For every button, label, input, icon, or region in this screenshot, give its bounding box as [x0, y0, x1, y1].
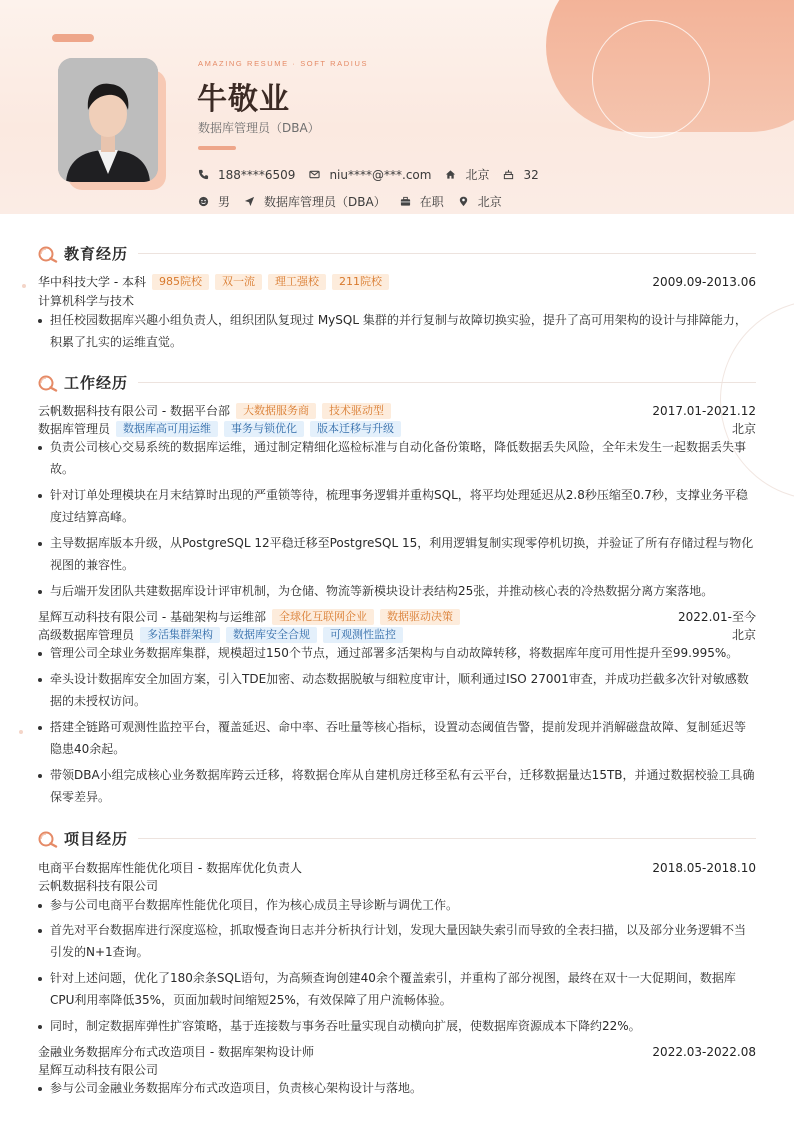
list-item: 首先对平台数据库进行深度巡检，抓取慢查询日志并分析执行计划，发现大量因缺失索引而导致的全表扫描，以及部分业务逻辑不当引发的N+1查询。: [38, 920, 756, 963]
target-city-text: 北京: [477, 195, 502, 209]
section-title: 教育经历: [64, 245, 129, 263]
project-company: 云帆数据科技有限公司: [38, 879, 159, 893]
age-text: 32: [523, 167, 539, 182]
list-item: 参与公司电商平台数据库性能优化项目，作为核心成员主导诊断与调优工作。: [38, 895, 756, 917]
phone-icon: [198, 169, 209, 180]
section-title: 工作经历: [64, 374, 129, 392]
accent-bar: [52, 34, 94, 42]
section-title: 项目经历: [64, 830, 129, 848]
search-icon: [38, 830, 58, 848]
project-company: 星辉互动科技有限公司: [38, 1063, 159, 1077]
contact-row: [198, 166, 553, 183]
section-divider: [138, 838, 756, 839]
gender-text: 男: [218, 195, 231, 209]
company-tag: 数据驱动决策: [380, 609, 460, 625]
school-tag: 211院校: [332, 274, 389, 290]
section-divider: [138, 382, 756, 383]
project-company-row: [38, 877, 756, 894]
location-pin-icon: [458, 196, 469, 207]
briefcase-icon: [400, 196, 411, 207]
list-item: 同时，制定数据库弹性扩容策略，基于连接数与事务吞吐量实现自动横向扩展，使数据库资源成本下降约22%。: [38, 1016, 756, 1038]
job-head: [38, 402, 756, 419]
list-item: 针对上述问题，优化了180余条SQL语句，为高频查询创建40余个覆盖索引，并重构了部分视图，最终在双十一大促期间，数据库CPU利用率降低35%，页面加载时间缩短25%，有效保障了用户流畅体验。: [38, 968, 756, 1011]
city-text: 北京: [465, 168, 490, 182]
education-major-row: [38, 292, 756, 309]
section-work: [38, 372, 756, 393]
job-date: 2017.01-2021.12: [652, 403, 756, 418]
skill-tag: 事务与锁优化: [224, 421, 304, 437]
skill-tag: 数据库安全合规: [226, 627, 317, 643]
phone-item: [198, 168, 295, 182]
target-role-item: [244, 193, 386, 210]
status-text: 在职: [419, 195, 444, 209]
list-item: 担任校园数据库兴趣小组负责人，组织团队复现过 MySQL 集群的并行复制与故障切换实验，提升了高可用架构的设计与排障能力，积累了扎实的运维直觉。: [38, 310, 756, 353]
position-text: 数据库管理员: [38, 422, 111, 436]
project-name: 电商平台数据库性能优化项目 - 数据库优化负责人: [38, 861, 302, 875]
project-company-row: [38, 1061, 756, 1078]
school-tag: 双一流: [215, 274, 262, 290]
list-item: 与后端开发团队共建数据库设计评审机制，为仓储、物流等新模块设计表结构25张，并推动核心表的冷热数据分离方案落地。: [38, 581, 756, 603]
target-city-item: [458, 193, 502, 210]
list-item: 搭建全链路可观测性监控平台，覆盖延迟、命中率、吞吐量等核心指标，设置动态阈值告警，提前发现并消解磁盘故障、复制延迟等隐患40余起。: [38, 717, 756, 760]
job-date: 2022.01-至今: [678, 610, 756, 624]
person-photo-icon: [58, 58, 158, 182]
school-name: 华中科技大学 - 本科: [38, 275, 146, 289]
decorative-ring: [592, 20, 710, 138]
company-tag: 大数据服务商: [236, 403, 316, 419]
list-item: 带领DBA小组完成核心业务数据库跨云迁移，将数据仓库从自建机房迁移至私有云平台，迁移数据量达15TB，并通过数据校验工具确保零差异。: [38, 765, 756, 808]
mail-icon: [309, 169, 320, 180]
decorative-dot: [19, 730, 23, 734]
email-item: [309, 168, 431, 182]
accent-underline: [198, 146, 236, 150]
cake-icon: [503, 169, 514, 180]
school-tag: 理工强校: [268, 274, 326, 290]
home-icon: [445, 169, 456, 180]
phone-text: 188****6509: [218, 167, 296, 182]
list-item: 管理公司全球业务数据库集群，规模超过150个节点，通过部署多活架构与自动故障转移，将数据库年度可用性提升至99.995%。: [38, 643, 756, 665]
job-location: 北京: [731, 422, 756, 436]
skill-tag: 数据库高可用运维: [116, 421, 218, 437]
section-education: [38, 243, 756, 264]
school-tag: 985院校: [152, 274, 209, 290]
job-location: 北京: [731, 628, 756, 642]
search-icon: [38, 245, 58, 263]
education-date: 2009.09-2013.06: [652, 274, 756, 289]
email-text: niu****@***.com: [329, 167, 432, 182]
gender-item: [198, 193, 230, 210]
project-date: 2018.05-2018.10: [652, 860, 756, 875]
skill-tag: 可观测性监控: [323, 627, 403, 643]
list-item: 针对订单处理模块在月末结算时出现的严重锁等待，梳理事务逻辑并重构SQL，将平均处理延迟从2.8秒压缩至0.7秒，支撑业务平稳度过结算高峰。: [38, 485, 756, 528]
project-head: [38, 1043, 756, 1060]
job-position-row: [38, 626, 756, 643]
major-text: 计算机科学与技术: [38, 294, 135, 308]
company-name: 星辉互动科技有限公司 - 基础架构与运维部: [38, 610, 266, 624]
position-text: 高级数据库管理员: [38, 628, 135, 642]
resume-eyebrow: AMAZING RESUME · SOFT RADIUS: [198, 59, 369, 68]
company-tag: 全球化互联网企业: [272, 609, 374, 625]
skill-tag: 多活集群架构: [140, 627, 220, 643]
section-divider: [138, 253, 756, 254]
list-item: 牵头设计数据库安全加固方案，引入TDE加密、动态数据脱敏与细粒度审计，顺利通过ISO 27001审查，并成功拦截多次针对敏感数据的未授权访问。: [38, 669, 756, 712]
search-icon: [38, 374, 58, 392]
company-tag: 技术驱动型: [322, 403, 391, 419]
status-item: [400, 193, 444, 210]
avatar: [58, 58, 158, 182]
candidate-name: 牛敬业: [197, 82, 290, 117]
project-name: 金融业务数据库分布式改造项目 - 数据库架构设计师: [38, 1045, 314, 1059]
profile-row: [198, 193, 516, 210]
list-item: 参与公司金融业务数据库分布式改造项目，负责核心架构设计与落地。: [38, 1078, 756, 1100]
job-position-row: [38, 420, 756, 437]
skill-tag: 版本迁移与升级: [310, 421, 401, 437]
job-head: [38, 608, 756, 625]
city-item: [445, 166, 489, 183]
list-item: 主导数据库版本升级，从PostgreSQL 12平稳迁移至PostgreSQL 15，利用逻辑复制实现零停机切换，并验证了所有存储过程与物化视图的兼容性。: [38, 533, 756, 576]
target-role-text: 数据库管理员（DBA）: [264, 195, 386, 209]
candidate-role: 数据库管理员（DBA）: [198, 121, 320, 135]
send-icon: [244, 196, 255, 207]
education-head: [38, 273, 756, 290]
project-head: [38, 859, 756, 876]
age-item: [503, 168, 538, 182]
section-projects: [38, 828, 756, 849]
list-item: 负责公司核心交易系统的数据库运维，通过制定精细化巡检标准与自动化备份策略，降低数据丢失风险，全年未发生一起数据丢失事故。: [38, 437, 756, 480]
decorative-dot: [22, 284, 26, 288]
smile-icon: [198, 196, 209, 207]
project-date: 2022.03-2022.08: [652, 1044, 756, 1059]
company-name: 云帆数据科技有限公司 - 数据平台部: [38, 404, 230, 418]
